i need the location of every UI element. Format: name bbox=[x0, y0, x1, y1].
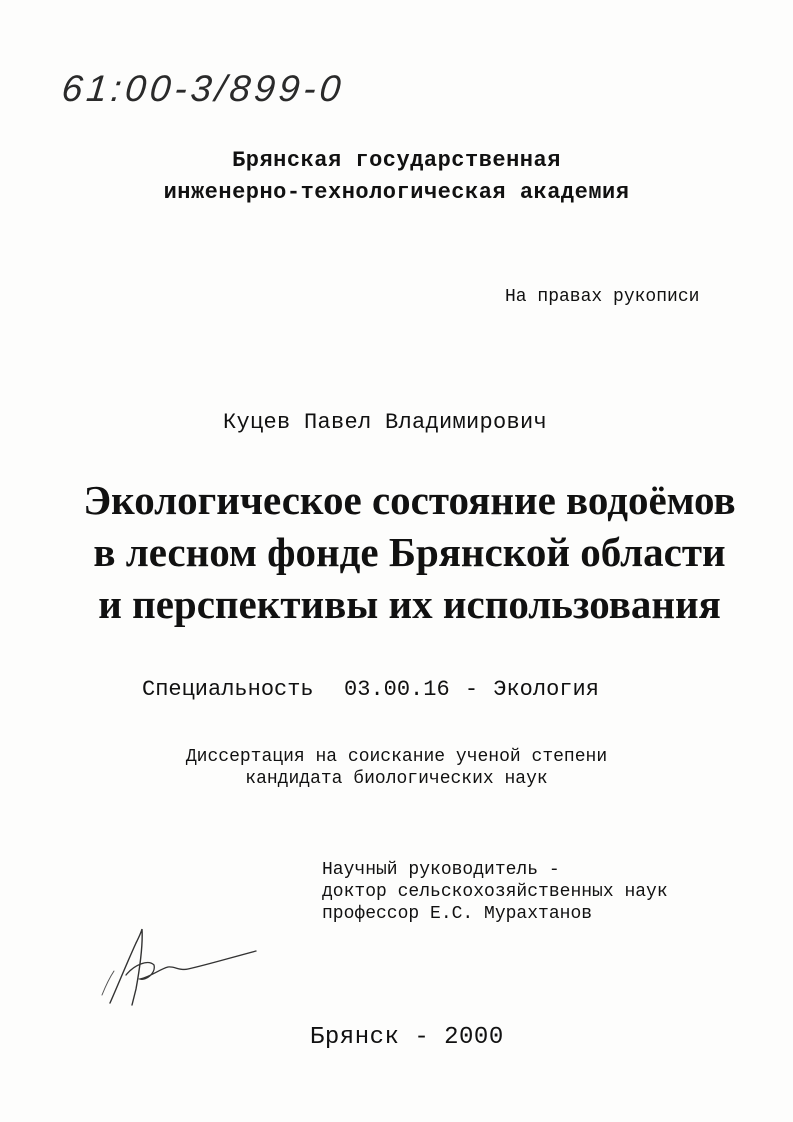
specialty-code: 03.00.16 bbox=[344, 677, 450, 702]
specialty-separator: - bbox=[464, 677, 479, 702]
specialty-name: Экология bbox=[493, 677, 599, 702]
thesis-title-line-2: в лесном фонде Брянской области bbox=[93, 529, 726, 575]
advisor-line-3: профессор Е.С. Мурахтанов bbox=[322, 904, 593, 924]
thesis-title-line-1: Экологическое состояние водоёмов bbox=[83, 477, 736, 523]
handwritten-signature bbox=[96, 915, 266, 1010]
specialty-line bbox=[142, 677, 599, 702]
institution-name-line-1: Брянская государственная bbox=[232, 148, 561, 173]
dissertation-degree-line-1: Диссертация на соискание ученой степени bbox=[185, 747, 608, 767]
manuscript-rights-note: На правах рукописи bbox=[505, 287, 700, 307]
advisor-line-2: доктор сельскохозяйственных наук bbox=[322, 882, 668, 902]
city-and-year: Брянск - 2000 bbox=[310, 1024, 504, 1051]
specialty-label: Специальность bbox=[142, 677, 314, 702]
dissertation-degree-line-2: кандидата биологических наук bbox=[245, 769, 548, 789]
institution-name-line-2: инженерно-технологическая академия bbox=[163, 180, 630, 205]
author-name: Куцев Павел Владимирович bbox=[223, 410, 548, 435]
thesis-title-line-3: и перспективы их использования bbox=[98, 581, 721, 627]
advisor-line-1: Научный руководитель - bbox=[322, 860, 560, 880]
archive-stamp-code: 61:00-3/899-0 bbox=[59, 68, 347, 109]
